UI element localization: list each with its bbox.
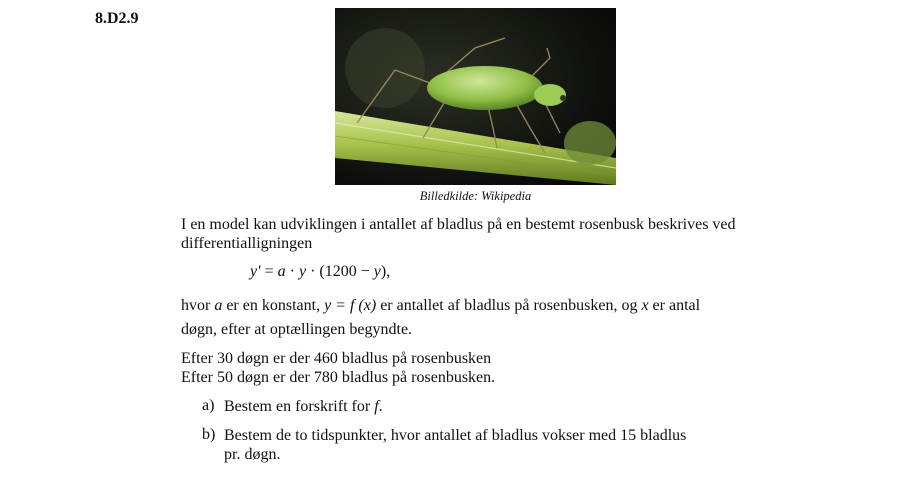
explanation-function: y = f (x): [324, 297, 377, 314]
equation-equals: =: [260, 263, 278, 280]
image-caption: Billedkilde: Wikipedia: [419, 189, 532, 203]
task-a-prefix: Bestem en forskrift for: [224, 398, 375, 415]
task-a-label: a): [202, 397, 215, 414]
intro-line-1: I en model kan udviklingen i antallet af bladlus på en bestemt rosenbusk beskrives ved: [181, 216, 736, 233]
equation-a: a: [277, 263, 286, 280]
equation-y-2: y: [373, 263, 381, 280]
explanation-line-1: [181, 296, 700, 315]
task-b-line-2: pr. døgn.: [224, 446, 281, 463]
explanation-a: a: [214, 297, 223, 314]
task-b-label: b): [202, 426, 216, 443]
condition-line-2: Efter 50 døgn er der 780 bladlus på rosenbusken.: [181, 369, 496, 386]
task-b-line-1: Bestem de to tidspunkter, hvor antallet af bladlus vokser med 15 bladlus: [224, 427, 687, 444]
problem-id: 8.D2.9: [95, 10, 139, 27]
explanation-x: x: [641, 297, 649, 314]
explanation-part-4: er antal: [648, 297, 701, 314]
condition-line-1: Efter 30 døgn er der 460 bladlus på rosenbusken: [181, 350, 492, 367]
aphid-photo: [335, 8, 616, 185]
explanation-part-1: hvor: [181, 297, 215, 314]
equation-dot-1: ·: [285, 263, 299, 280]
equation-y-prime: y′: [250, 263, 261, 280]
explanation-part-3: er antallet af bladlus på rosenbusken, og: [376, 297, 642, 314]
explanation-part-2: er en konstant,: [222, 297, 325, 314]
equation-y-1: y: [298, 263, 307, 280]
equation-dot-2: ·: [306, 263, 320, 280]
differential-equation: [250, 263, 390, 281]
equation-end: ),: [380, 263, 391, 280]
equation-paren: (1200 −: [319, 263, 374, 280]
task-a-italic: f: [374, 398, 379, 415]
task-a-text: [224, 397, 383, 416]
explanation-line-2: døgn, efter at optællingen begyndte.: [181, 321, 413, 338]
task-a-suffix: .: [378, 398, 383, 415]
intro-line-2: differentialligningen: [181, 235, 313, 252]
